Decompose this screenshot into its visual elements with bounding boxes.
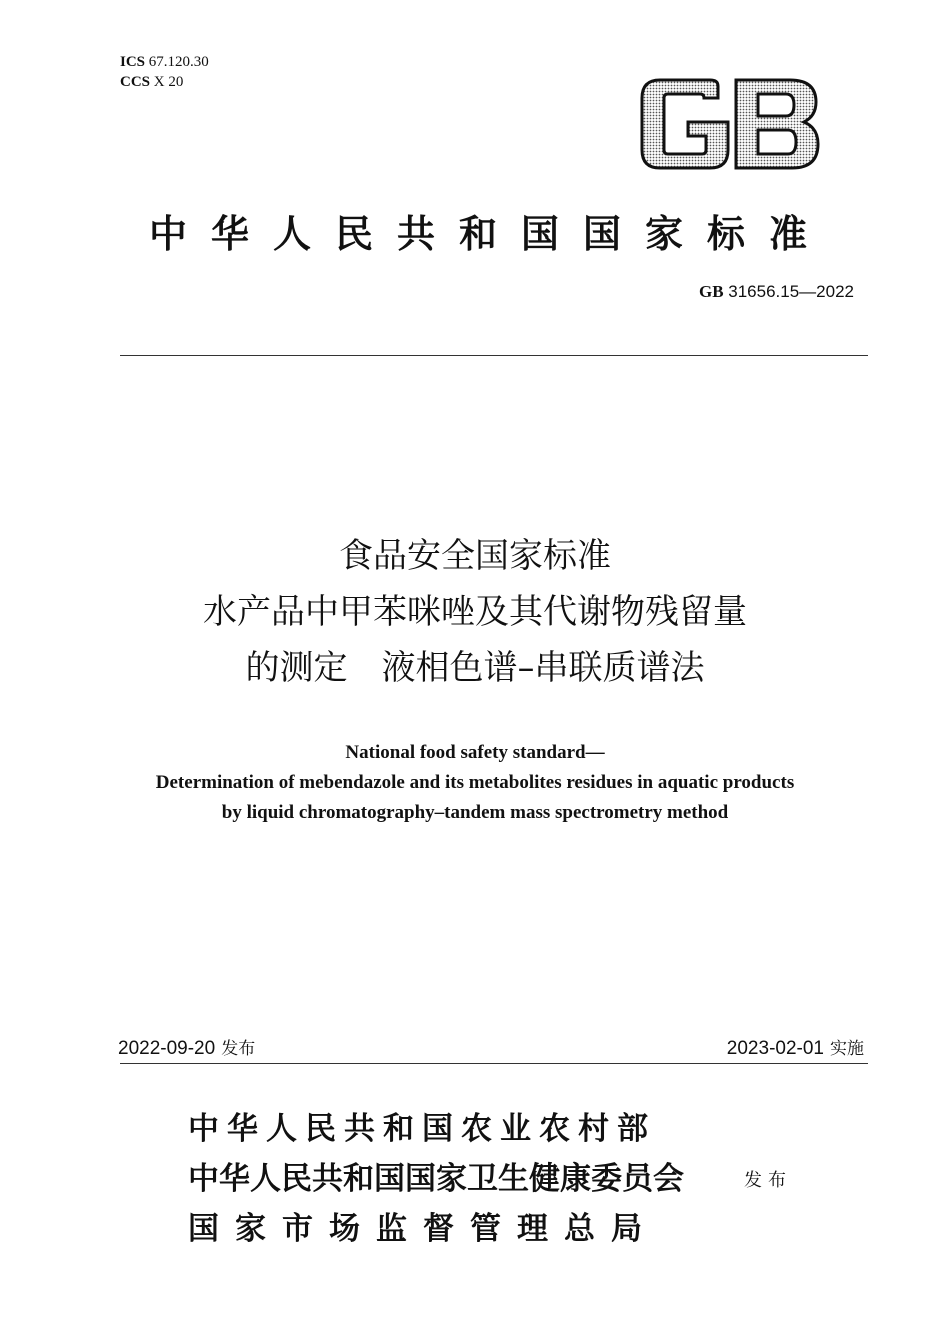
ccs-code: CCS X 20 bbox=[120, 74, 184, 90]
english-title bbox=[80, 738, 870, 828]
bottom-divider bbox=[120, 1063, 868, 1064]
chinese-title-line-2: 水产品中甲苯咪唑及其代谢物残留量 bbox=[203, 592, 747, 632]
english-title-line-1: National food safety standard— bbox=[345, 742, 605, 763]
classification-codes bbox=[120, 52, 209, 92]
national-standard-title: 中华人民共和国国家标准 bbox=[148, 212, 831, 256]
issued-by-label: 发布 bbox=[744, 1170, 792, 1191]
issuing-authorities bbox=[188, 1104, 684, 1254]
chinese-title bbox=[80, 528, 870, 696]
issue-date: 2022-09-20 发布 bbox=[118, 1038, 256, 1059]
issuer-health-commission: 中华人民共和国国家卫生健康委员会 bbox=[188, 1161, 684, 1197]
english-title-line-3: by liquid chromatography–tandem mass spectrometry method bbox=[221, 802, 729, 823]
chinese-title-line-1: 食品安全国家标准 bbox=[339, 536, 611, 576]
gb-logo-icon bbox=[640, 78, 820, 170]
standard-number: GB 31656.15—2022 bbox=[698, 282, 854, 301]
issuer-market-regulation: 国家市场监督管理总局 bbox=[188, 1211, 658, 1247]
chinese-title-line-3: 的测定 液相色谱–串联质谱法 bbox=[245, 648, 705, 688]
top-divider bbox=[120, 355, 868, 356]
english-title-line-2: Determination of mebendazole and its metabolites residues in aquatic products bbox=[155, 772, 795, 793]
ics-code: ICS 67.120.30 bbox=[120, 54, 209, 70]
issuer-ministry-agriculture: 中华人民共和国农业农村部 bbox=[188, 1111, 656, 1147]
implementation-date: 2023-02-01 实施 bbox=[726, 1038, 864, 1059]
